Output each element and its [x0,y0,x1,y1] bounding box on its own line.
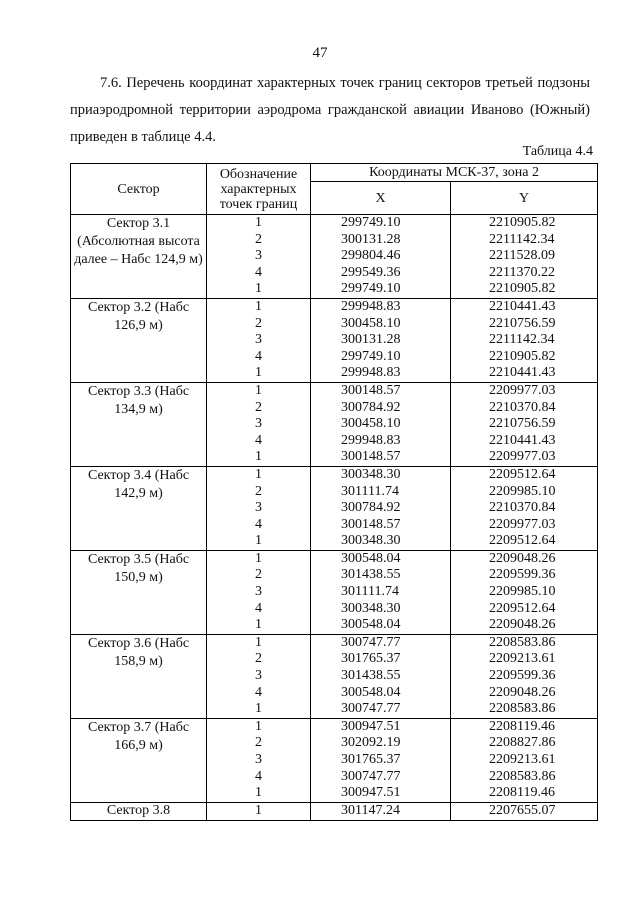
point-number-cell [207,382,311,466]
coord-x: 299948.83 [341,365,401,381]
table-caption: Таблица 4.4 [522,144,593,159]
point-number: 3 [255,332,262,348]
header-x: X [311,182,451,215]
coord-y-cell [451,466,598,550]
point-number: 2 [255,651,262,667]
point-number-cell [207,634,311,718]
coord-x: 300747.77 [341,768,401,784]
coord-x: 301765.37 [341,752,401,767]
coord-x: 300458.10 [341,416,401,432]
sector-row [71,802,598,820]
point-number: 1 [255,298,262,314]
coord-x: 300348.30 [341,533,401,549]
point-number-cell [207,718,311,802]
coord-y: 2211142.34 [489,332,555,348]
coord-x: 300548.04 [341,617,401,633]
coord-y: 2209599.36 [489,567,556,583]
coord-x: 299948.83 [341,298,401,314]
coord-y: 2210370.84 [489,500,556,516]
coord-y: 2209048.26 [489,617,556,633]
coord-x: 300548.04 [341,550,401,566]
header-coords: Координаты МСК-37, зона 2 [311,164,598,182]
coord-x: 301111.74 [341,483,399,499]
coord-x-cell [311,550,451,634]
page-number: 47 [312,45,328,61]
coord-y: 2210441.43 [489,432,556,448]
coord-y: 2211370.22 [489,264,555,280]
point-number: 1 [255,718,262,734]
sector-row [71,550,598,634]
coord-x: 299749.10 [341,281,401,297]
coord-x: 300148.57 [341,516,401,532]
coord-x: 300548.04 [341,684,401,700]
coord-y: 2210756.59 [489,315,556,331]
sector-name: Сектор 3.1 (Абсолютная высота далее – Набс 124,9 м) [71,215,207,299]
sector-name-cell [71,802,207,820]
sector-name: Сектор 3.4 (Набс 142,9 м) [71,466,207,550]
coord-y: 2209977.03 [489,449,556,465]
point-number-cell [207,298,311,382]
coord-y: 2210905.82 [489,281,556,297]
coord-y: 2210441.43 [489,298,556,314]
coord-y: 2209213.61 [489,651,556,667]
coord-y: 2209512.64 [489,600,556,616]
point-number: 4 [255,768,262,784]
coord-x: 301111.74 [341,584,399,600]
point-number: 1 [255,533,262,549]
coord-x: 299948.83 [341,432,401,448]
coord-y-cell [451,550,598,634]
sector-row [71,298,598,382]
coord-x: 302092.19 [341,735,401,751]
point-number-cell [207,215,311,299]
intro-line-3: приведен в таблице 4.4. [70,129,216,145]
coord-x: 300148.57 [341,449,401,465]
coord-x: 301765.37 [341,651,401,667]
coord-y: 2211142.34 [489,231,555,247]
point-number-cell [207,466,311,550]
point-number: 1 [255,382,262,398]
point-number: 3 [255,668,262,684]
coord-y-cell [451,215,598,299]
intro-line-1: 7.6. Перечень координат характерных точек границ секторов третьей подзоны [100,75,590,91]
coord-x-cell [311,382,451,466]
coord-x: 300348.30 [341,600,401,616]
coord-x-cell [311,718,451,802]
sector-row [71,382,598,466]
point-number: 4 [255,684,262,700]
point-number: 4 [255,432,262,448]
coord-x: 300348.30 [341,466,401,482]
coord-x: 300947.51 [341,785,401,801]
coord-y: 2211528.09 [489,248,555,264]
point-number: 1 [255,617,262,633]
point-number: 2 [255,231,262,247]
point-number: 4 [255,600,262,616]
intro-line-2: приаэродромной территории аэродрома гражданской авиации Иваново (Южный) [70,102,590,118]
coord-x: 300131.28 [341,332,401,348]
coord-x: 301147.24 [341,802,400,818]
point-number: 4 [255,264,262,280]
coord-y: 2210905.82 [489,348,556,364]
coord-y-cell [451,802,598,820]
coord-x: 300148.57 [341,382,401,398]
point-number: 1 [255,550,262,566]
coord-y: 2210441.43 [489,365,556,381]
coord-y: 2208583.86 [489,701,556,717]
coord-y: 2210756.59 [489,416,556,432]
coord-y-cell [451,382,598,466]
header-designation: Обозначение характерных точек границ [207,164,311,215]
coord-y: 2209213.61 [489,752,556,767]
point-number: 2 [255,483,262,499]
point-number: 1 [255,281,262,297]
point-number: 4 [255,516,262,532]
coord-x: 301438.55 [341,668,401,684]
sector-name: Сектор 3.6 (Набс 158,9 м) [71,634,207,718]
coord-x-cell [311,298,451,382]
coord-y: 2209048.26 [489,684,556,700]
point-number: 3 [255,500,262,516]
coord-y: 2209977.03 [489,382,556,398]
coord-y: 2209512.64 [489,466,556,482]
coord-x: 300947.51 [341,718,401,734]
point-number: 2 [255,399,262,415]
coord-x-cell [311,802,451,820]
coord-y: 2210370.84 [489,399,556,415]
sector-name: Сектор 3.7 (Набс 166,9 м) [71,718,207,802]
point-number: 3 [255,416,262,432]
header-sector: Сектор [71,164,207,215]
coord-y: 2209977.03 [489,516,556,532]
sector-name: Сектор 3.8 [106,802,171,818]
coord-x: 299549.36 [341,264,401,280]
coord-x: 299749.10 [341,348,401,364]
coord-y: 2208119.46 [489,785,555,801]
header-y: Y [451,182,598,215]
coord-x: 300458.10 [341,315,401,331]
point-number: 1 [255,466,262,482]
coord-x: 300747.77 [341,701,401,717]
point-number-cell [207,550,311,634]
coord-y: 2209985.10 [489,483,556,499]
coord-x: 300784.92 [341,399,401,415]
coord-y: 2208119.46 [489,718,555,734]
coord-y: 2210905.82 [489,215,556,230]
sector-row [71,466,598,550]
point-number: 1 [255,634,262,650]
sector-name: Сектор 3.2 (Набс 126,9 м) [71,298,207,382]
coord-x: 299749.10 [341,215,401,230]
coord-y: 2208583.86 [489,634,556,650]
coord-x-cell [311,215,451,299]
intro-paragraph [70,70,590,151]
coord-x: 299804.46 [341,248,401,264]
sector-row [71,215,598,299]
sector-row [71,718,598,802]
point-number: 1 [255,215,262,230]
coord-x-cell [311,466,451,550]
coord-y-cell [451,298,598,382]
point-number: 3 [255,248,262,264]
coord-y: 2209599.36 [489,668,556,684]
coord-x: 300131.28 [341,231,401,247]
point-number-cell [207,802,311,820]
point-number: 1 [255,701,262,717]
coord-x: 300784.92 [341,500,401,516]
coord-x: 301438.55 [341,567,401,583]
coord-y: 2209985.10 [489,584,556,600]
coord-x-cell [311,634,451,718]
point-number: 4 [255,348,262,364]
point-number: 3 [255,584,262,600]
point-number: 1 [255,449,262,465]
coordinates-table [70,163,598,821]
point-number: 1 [255,365,262,381]
coord-x: 300747.77 [341,634,401,650]
coord-y: 2208827.86 [489,735,556,751]
point-number: 1 [255,802,262,818]
coord-y-cell [451,634,598,718]
sector-name: Сектор 3.5 (Набс 150,9 м) [71,550,207,634]
point-number: 2 [255,567,262,583]
coord-y-cell [451,718,598,802]
point-number: 1 [255,785,262,801]
coord-y: 2208583.86 [489,768,556,784]
point-number: 2 [255,735,262,751]
point-number: 2 [255,315,262,331]
coord-y: 2209512.64 [489,533,556,549]
point-number: 3 [255,752,262,767]
coord-y: 2209048.26 [489,550,556,566]
coord-y: 2207655.07 [489,802,556,818]
sector-name: Сектор 3.3 (Набс 134,9 м) [71,382,207,466]
sector-row [71,634,598,718]
